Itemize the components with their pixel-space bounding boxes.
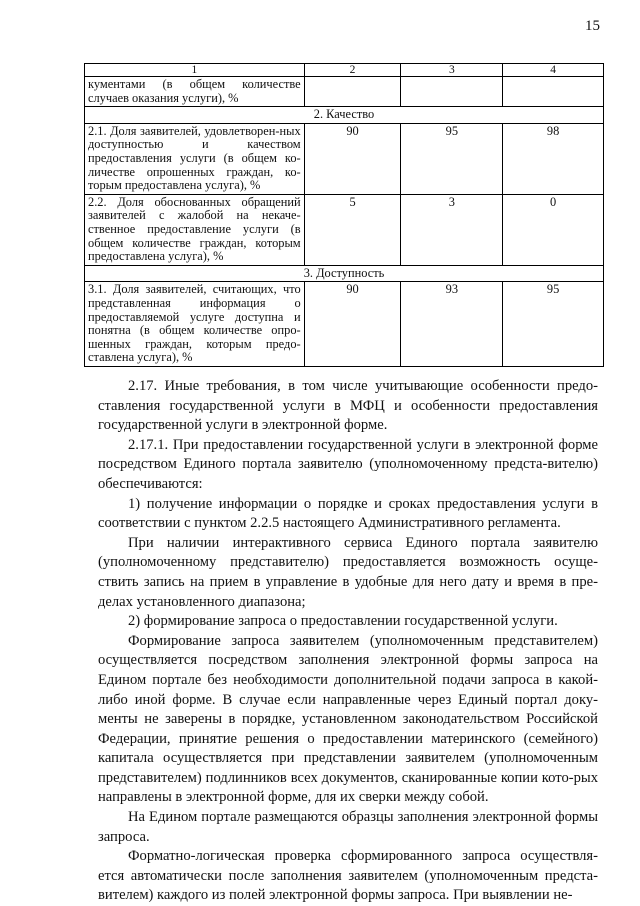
indicator-description: кументами (в общем количестве случаев оказания услуги), % [85, 77, 305, 107]
paragraph: Форматно-логическая проверка сформированного запроса осуществля-ется автоматически после заполнения заявителем (уполномоченным предста-вителем) каждого из полей электронной формы запроса. При выявлении не- [98, 848, 598, 904]
paragraph: 1) получение информации о порядке и сроках предоставления услуги в соответствии с пунктом 2.2.5 настоящего Административного регламента. [98, 495, 598, 532]
indicator-description: 2.2. Доля обоснованных обращений заявителей с жалобой на некаче-ственное предоставление услуги (в общем количестве граждан, которым предоставлена услуга), % [85, 194, 305, 265]
table-row [85, 194, 604, 265]
value-cell [401, 77, 503, 107]
table-header-cell: 4 [503, 64, 604, 77]
value-cell: 93 [401, 282, 503, 367]
paragraph: 2.17. Иные требования, в том числе учитывающие особенности предо-ставления государственной услуги в МФЦ и особенности предоставления государственной услуги в электронной форме. [98, 378, 598, 434]
indicator-description: 3.1. Доля заявителей, считающих, что представленная информация о предоставляемой услуге доступна и понятна (в общем количестве опро-шенных граждан, которым предо-ставлена услуга), % [85, 282, 305, 367]
paragraph: 2.17.1. При предоставлении государственной услуги в электронной форме посредством Единого портала заявителю (уполномоченному предста-вителю) обеспечиваются: [98, 436, 598, 492]
value-cell: 0 [503, 194, 604, 265]
section-title: 3. Доступность [85, 265, 604, 282]
value-cell: 3 [401, 194, 503, 265]
value-cell: 98 [503, 123, 604, 194]
value-cell: 5 [304, 194, 401, 265]
table-header-cell: 2 [304, 64, 401, 77]
indicators-table [84, 63, 604, 367]
section-row [85, 265, 604, 282]
section-row [85, 107, 604, 124]
section-title: 2. Качество [85, 107, 604, 124]
value-cell: 90 [304, 282, 401, 367]
value-cell [304, 77, 401, 107]
table-header-row [85, 64, 604, 77]
table-row [85, 123, 604, 194]
paragraph: Формирование запроса заявителем (уполномоченным представителем) осуществляется посредством заполнения электронной формы запроса на Едином портале без необходимости дополнительной подачи запроса в какой-либо иной форме. В случае если направленные через Единый портал доку-менты не заверены в порядке, установленном законодательством Российской Федерации, принятие решения о предоставлении материнского (семейного) капитала осуществляется при представлении заявителем (уполномоченным представителем) подлинников всех документов, сканированные копии кото-рых направлены в электронной форме, для их сверки между собой. [98, 632, 598, 806]
body-text [98, 377, 598, 906]
table-header-cell: 3 [401, 64, 503, 77]
paragraph: 2) формирование запроса о предоставлении государственной услуги. [128, 613, 558, 630]
value-cell: 95 [401, 123, 503, 194]
table-header-cell: 1 [85, 64, 305, 77]
indicator-description: 2.1. Доля заявителей, удовлетворен-ных доступностью и качеством предоставления услуги (в общем ко-личестве опрошенных граждан, ко-торым предоставлена услуга), % [85, 123, 305, 194]
table-row [85, 282, 604, 367]
value-cell [503, 77, 604, 107]
paragraph: На Едином портале размещаются образцы заполнения электронной формы запроса. [98, 809, 598, 845]
table-row [85, 77, 604, 107]
value-cell: 95 [503, 282, 604, 367]
value-cell: 90 [304, 123, 401, 194]
paragraph: При наличии интерактивного сервиса Единого портала заявителю (уполномоченному представителю) предоставляется возможность осуще-ствить запись на прием в управление в удобные для него дату и время в пре-делах установленного диапазона; [98, 534, 598, 610]
page-number: 15 [585, 18, 600, 34]
